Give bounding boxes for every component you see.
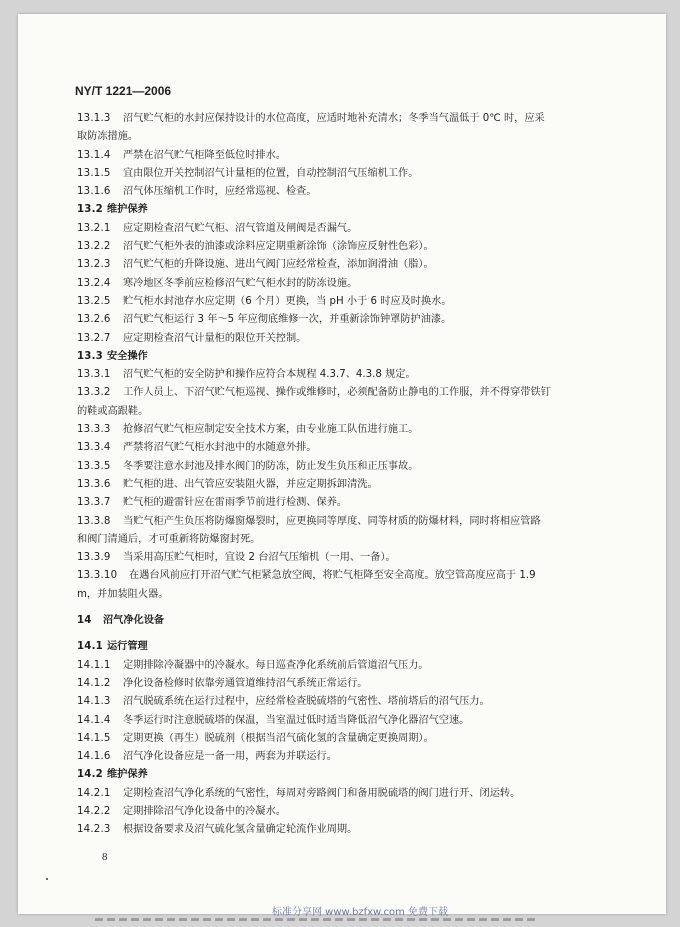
clause-number: 14.1.2 (77, 677, 111, 689)
clause-text: 沼气脱硫系统在运行过程中，应经常检查脱硫塔的气密性、塔前塔后的沼气压力。 (123, 696, 490, 708)
clause-number: 13.2 (77, 204, 103, 216)
clause-item (77, 748, 617, 766)
clause-text-continuation: 的鞋或高跟鞋。 (77, 405, 149, 417)
clause-item (77, 730, 617, 748)
clause-item (77, 165, 617, 183)
clause-number: 13.2.5 (77, 295, 111, 307)
clause-text: 根据设备要求及沼气硫化氢含量确定轮流作业周期。 (123, 824, 358, 836)
clause-number: 14.1.3 (77, 696, 111, 708)
clause-text: 沼气净化设备应是一备一用，两套为并联运行。 (123, 751, 337, 763)
clause-text: 冬季运行时注意脱硫塔的保温，当室温过低时适当降低沼气净化器沼气空速。 (123, 714, 470, 726)
clause-number: 13.2.2 (77, 241, 111, 253)
clause-item (77, 183, 617, 201)
clause-item (77, 549, 617, 567)
clause-text: 维护保养 (107, 204, 148, 216)
clause-text-continuation: m，并加装阻火器。 (77, 588, 169, 600)
clause-number: 14.2.3 (77, 824, 111, 836)
clause-text: 宜由限位开关控制沼气计量柜的位置，自动控制沼气压缩机工作。 (123, 167, 419, 179)
clause-number: 13.1.3 (77, 113, 111, 124)
clause-item (77, 513, 617, 550)
clause-text: 工作人员上、下沼气贮气柜巡视、操作或维修时，必须配备防止静电的工作服，并不得穿带铁钉 (123, 387, 551, 399)
clause-number: 14.2 (77, 769, 103, 781)
clause-item (77, 384, 617, 421)
clause-number: 13.2.1 (77, 222, 111, 234)
clause-text: 沼气体压缩机工作时，应经常巡视、检查。 (123, 186, 317, 198)
clause-number: 13.3.7 (77, 497, 111, 509)
clause-text-continuation: 取防冻措施。 (77, 131, 139, 143)
clause-number: 14 (77, 615, 92, 627)
clause-text: 冬季要注意水封池及排水阀门的防冻，防止发生负压和正压事故。 (123, 460, 419, 472)
clause-text: 应定期检查沼气贮气柜、沼气管道及闸阀是否漏气。 (123, 222, 358, 234)
clause-item (77, 675, 617, 693)
page-number: 8 (102, 851, 108, 863)
subsection-heading (77, 201, 617, 219)
clause-item (77, 293, 617, 311)
clause-text: 运行管理 (107, 641, 148, 653)
clause-number: 14.1.1 (77, 659, 111, 671)
clause-item (77, 693, 617, 711)
cropped-next-page-line (95, 918, 535, 921)
clause-number: 14.1.4 (77, 714, 111, 726)
clause-text-continuation: 和阀门清通后，才可重新将防爆窗封死。 (77, 533, 261, 545)
clause-text: 定期更换（再生）脱硫剂（根据当沼气硫化氢的含量确定更换周期）。 (123, 732, 434, 744)
scan-speck (46, 878, 48, 880)
clause-text: 维护保养 (107, 769, 148, 781)
clause-text: 应定期检查沼气计量柜的限位开关控制。 (123, 332, 307, 344)
clause-number: 14.1.5 (77, 732, 111, 744)
clause-number: 13.1.5 (77, 167, 111, 179)
clause-item (77, 238, 617, 256)
document-body (77, 110, 617, 840)
clause-text: 贮气柜水封池存水应定期（6 个月）更换，当 pH 小于 6 时应及时换水。 (123, 295, 452, 307)
clause-text: 净化设备检修时依靠旁通管道维持沼气系统正常运行。 (123, 677, 368, 689)
clause-item (77, 458, 617, 476)
section-gap (77, 630, 617, 638)
clause-text: 抢修沼气贮气柜应制定安全技术方案，由专业施工队伍进行施工。 (123, 424, 419, 436)
clause-item (77, 256, 617, 274)
clause-number: 13.2.3 (77, 259, 111, 271)
standard-code-header: NY/T 1221—2006 (75, 84, 172, 98)
clause-item (77, 476, 617, 494)
clause-number: 14.2.1 (77, 787, 111, 799)
clause-number: 13.3.10 (77, 570, 118, 582)
clause-number: 13.3.1 (77, 369, 111, 381)
clause-item (77, 657, 617, 675)
subsection-heading (77, 638, 617, 656)
clause-text: 当贮气柜产生负压将防爆窗爆裂时，应更换同等厚度、同等材质的防爆材料，同时将相应管路 (123, 515, 541, 527)
clause-text: 定期检查沼气净化系统的气密性，每周对旁路阀门和备用脱硫塔的阀门进行开、闭运转。 (123, 787, 521, 799)
clause-item (77, 712, 617, 730)
clause-number: 13.3.9 (77, 552, 111, 564)
clause-number: 13.3.8 (77, 515, 111, 527)
clause-number: 14.1 (77, 641, 103, 653)
clause-item (77, 785, 617, 803)
clause-number: 13.3.6 (77, 478, 111, 490)
clause-text: 沼气净化设备 (103, 615, 165, 627)
clause-item (77, 494, 617, 512)
clause-text: 沼气贮气柜的安全防护和操作应符合本规程 4.3.7、4.3.8 规定。 (123, 369, 416, 381)
clause-item (77, 366, 617, 384)
clause-text: 定期排除冷凝器中的冷凝水。每日巡查净化系统前后管道沼气压力。 (123, 659, 429, 671)
clause-text: 严禁将沼气贮气柜水封池中的水随意外排。 (123, 442, 317, 454)
subsection-heading (77, 766, 617, 784)
clause-text: 沼气贮气柜的升降设施、进出气阀门应经常检查，添加润滑油（脂）。 (123, 259, 434, 271)
clause-number: 13.3.4 (77, 442, 111, 454)
clause-number: 13.3.5 (77, 460, 111, 472)
clause-item (77, 147, 617, 165)
clause-number: 13.3.3 (77, 424, 111, 436)
clause-item (77, 439, 617, 457)
clause-number: 13.3.2 (77, 387, 111, 399)
clause-text: 寒冷地区冬季前应检修沼气贮气柜水封的防冻设施。 (123, 277, 358, 289)
clause-number: 13.3 (77, 350, 103, 362)
clause-item (77, 110, 617, 147)
clause-item (77, 803, 617, 821)
clause-item (77, 275, 617, 293)
clause-text: 贮气柜的进、出气管应安装阻火器，并应定期拆卸清洗。 (123, 478, 378, 490)
clause-number: 14.2.2 (77, 805, 111, 817)
clause-item (77, 311, 617, 329)
clause-number: 13.2.6 (77, 314, 111, 326)
clause-number: 13.1.6 (77, 186, 111, 198)
clause-text: 安全操作 (107, 350, 148, 362)
clause-item (77, 421, 617, 439)
clause-item (77, 330, 617, 348)
clause-text: 当采用高压贮气柜时，宜设 2 台沼气压缩机（一用、一备）。 (123, 552, 396, 564)
section-gap (77, 604, 617, 612)
section-heading (77, 612, 617, 630)
clause-number: 13.2.7 (77, 332, 111, 344)
clause-text: 沼气贮气柜外表的油漆或涂料应定期重新涂饰（涂饰应反射性色彩）。 (123, 241, 434, 253)
clause-item (77, 567, 617, 604)
clause-number: 13.2.4 (77, 277, 111, 289)
watermark-text: 标准分享网 www.bzfxw.com 免费下载 (272, 907, 448, 918)
clause-text: 定期排除沼气净化设备中的冷凝水。 (123, 805, 286, 817)
clause-number: 14.1.6 (77, 751, 111, 763)
clause-text: 贮气柜的避雷针应在雷雨季节前进行检测、保养。 (123, 497, 348, 509)
subsection-heading (77, 348, 617, 366)
clause-text: 沼气贮气柜运行 3 年～5 年应彻底维修一次，并重新涂饰钟罩防护油漆。 (123, 314, 452, 326)
clause-text: 在遇台风前应打开沼气贮气柜紧急放空阀，将贮气柜降至安全高度。放空管高度应高于 1.9 (129, 570, 536, 582)
clause-item (77, 220, 617, 238)
clause-number: 13.1.4 (77, 149, 111, 161)
clause-text: 严禁在沼气贮气柜降至低位时排水。 (123, 149, 286, 161)
clause-text: 沼气贮气柜的水封应保持设计的水位高度，应适时地补充清水；冬季当气温低于 0℃ 时，应采 (123, 113, 545, 124)
clause-item (77, 821, 617, 839)
